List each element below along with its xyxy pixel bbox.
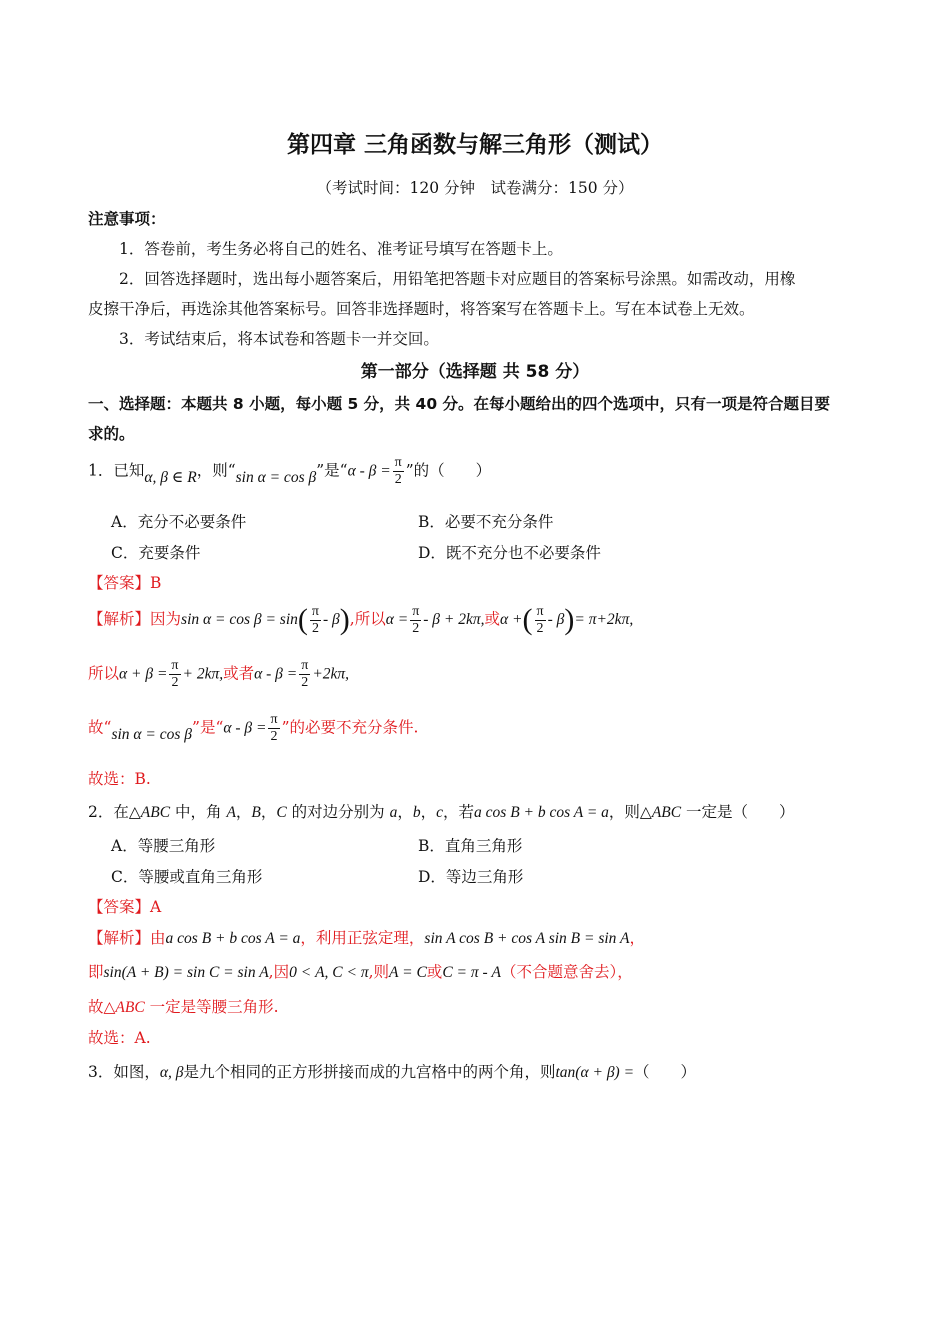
analysis-math: α + β = — [119, 665, 168, 683]
part-heading-cont: 求的。 — [88, 425, 135, 443]
notice-item-1: 1．答卷前，考生务必将自己的姓名、准考证号填写在答题卡上。 — [119, 240, 563, 258]
q2-option-d[interactable]: D．等边三角形 — [418, 868, 524, 886]
analysis-text: 即 — [88, 963, 104, 981]
analysis-math: β — [556, 611, 565, 628]
fraction-denominator: 2 — [270, 729, 278, 744]
q2-analysis-line-3 — [88, 995, 279, 1017]
fraction-numerator: π — [171, 658, 179, 673]
fraction-pi-over-2 — [310, 604, 321, 637]
fraction-pi-over-2 — [299, 658, 310, 691]
left-paren: ( — [522, 603, 533, 636]
analysis-text: ,则 — [368, 963, 390, 981]
fraction-numerator: π — [536, 603, 544, 619]
q2-tail: 一定是（ ） — [681, 803, 795, 821]
right-paren: ) — [564, 603, 575, 636]
q2-final: 故选：A. — [88, 1029, 151, 1047]
triangle-name: ABC — [140, 804, 171, 821]
analysis-math: C = π - A — [442, 964, 502, 981]
right-paren: ) — [339, 603, 350, 636]
analysis-text: ，利用正弦定理， — [300, 929, 425, 947]
fraction-denominator: 2 — [311, 620, 319, 636]
page-title: 第四章 三角函数与解三角形（测试） — [286, 132, 663, 158]
analysis-text: ,因 — [268, 963, 290, 981]
analysis-math: + 2kπ, — [182, 665, 224, 683]
fraction-numerator: π — [301, 658, 309, 673]
q2-analysis-line-2 — [88, 960, 633, 982]
analysis-text: 或者 — [223, 664, 255, 683]
analysis-text: 或 — [484, 610, 501, 628]
q3-tail: （ ） — [634, 1063, 697, 1081]
analysis-math: α - β = — [254, 665, 298, 683]
q1-tail: ”的（ ） — [405, 461, 492, 480]
notice-item-2-cont: 皮擦干净后，再选涂其他答案标号。回答非选择题时，将答案写在答题卡上。写在本试卷上无效。 — [88, 300, 755, 318]
analysis-text: 由 — [150, 929, 166, 947]
question-2-stem: 2．在△ABC 中，角 A，B，C 的对边分别为 a，b，c，若a cos B + b cos A = a，则△ABC 一定是（ ） — [88, 803, 795, 821]
analysis-math: α = — [385, 611, 409, 628]
analysis-math: β — [332, 611, 340, 628]
fraction-numerator: π — [311, 603, 319, 619]
q1-condition: α, β ∈ R — [144, 468, 197, 486]
analysis-math: a cos B + b cos A = a — [165, 930, 301, 947]
q3-label: 3．如图， — [88, 1063, 160, 1081]
q1-analysis-line-1: 【解析】因为sin α = cos β = sin( $\frac{\pi}{2}$ - β),所以α = $\frac{\pi}{2}$ - β + 2kπ,或α +( $\frac{\pi}{2}$ - β)= π+2kπ, — [88, 603, 634, 636]
analysis-text: 故“ — [88, 718, 112, 737]
q3-angles: α, β — [159, 1064, 184, 1081]
side-a: a — [389, 804, 398, 821]
q2-text: ，若 — [443, 803, 475, 821]
side-c: c — [436, 804, 444, 821]
analysis-math: +2kπ, — [312, 665, 350, 683]
q1-expr-1: sin α = cos β — [235, 468, 317, 486]
q1-answer: 【答案】B — [88, 574, 162, 592]
angle-c: C — [276, 804, 287, 821]
analysis-tag: 【解析】 — [88, 610, 151, 628]
analysis-text: ， — [629, 929, 646, 947]
analysis-math: sin A cos B + cos A sin B = sin A — [424, 930, 630, 947]
fraction-numerator: π — [412, 603, 420, 619]
q1-final: 故选：B. — [88, 770, 151, 788]
fraction-pi-over-2 — [393, 455, 404, 488]
analysis-text: 故△ — [88, 998, 116, 1016]
analysis-math: = π+2kπ, — [574, 611, 634, 628]
analysis-text: 或 — [426, 963, 443, 981]
q1-analysis-line-3 — [88, 712, 418, 745]
q2-text: 中，角 — [170, 803, 227, 821]
analysis-math: α - β = — [223, 719, 267, 737]
q2-option-b[interactable]: B．直角三角形 — [418, 837, 523, 855]
notice-heading: 注意事项： — [88, 210, 166, 228]
question-1-stem — [88, 455, 491, 488]
q2-answer: 【答案】A — [88, 898, 162, 916]
analysis-text: 因为 — [150, 610, 182, 628]
q1-label: 1．已知 — [88, 461, 145, 480]
fraction-pi-over-2 — [535, 604, 546, 637]
analysis-math: sin α = cos β — [111, 725, 193, 743]
analysis-text: 一定是等腰三角形. — [144, 998, 279, 1016]
analysis-math: sin(A + B) = sin C = sin A — [103, 964, 269, 981]
q2-option-a[interactable]: A．等腰三角形 — [111, 837, 216, 855]
fraction-pi-over-2 — [268, 712, 279, 745]
fraction-denominator: 2 — [394, 472, 402, 487]
triangle-name: ABC — [115, 999, 145, 1016]
q2-label: 2．在△ — [88, 803, 141, 821]
q2-analysis-line-1 — [88, 926, 645, 948]
analysis-math: 0 < A, C < π — [289, 964, 369, 981]
q3-expression: tan(α + β) = — [555, 1064, 635, 1081]
fraction-denominator: 2 — [412, 620, 420, 636]
q1-text-2: ”是“ — [316, 461, 348, 480]
q1-option-c[interactable]: C．充要条件 — [111, 544, 201, 562]
question-3-stem — [88, 1060, 696, 1082]
part-heading: 一、选择题：本题共 8 小题，每小题 5 分，共 40 分。在每小题给出的四个选项中，只有一项是符合题目要 — [88, 395, 831, 413]
section-title: 第一部分（选择题 共 58 分） — [360, 362, 590, 382]
analysis-math: sin α = cos β = sin — [181, 611, 298, 628]
analysis-text: ”是“ — [192, 718, 224, 737]
q2-text: 的对边分别为 — [286, 803, 390, 821]
exam-info: （考试时间：120 分钟 试卷满分：150 分） — [316, 179, 634, 197]
side-b: b — [412, 804, 421, 821]
angle-b: B — [251, 804, 261, 821]
fraction-pi-over-2 — [410, 604, 421, 637]
q1-option-a[interactable]: A．充分不必要条件 — [111, 513, 247, 531]
q3-text: 是九个相同的正方形拼接而成的九宫格中的两个角，则 — [183, 1063, 556, 1081]
fraction-numerator: π — [270, 712, 278, 727]
analysis-text: （不合题意舍去）， — [501, 963, 633, 981]
q1-option-d[interactable]: D．既不充分也不必要条件 — [418, 544, 601, 562]
analysis-text: ”的必要不充分条件. — [281, 718, 419, 737]
analysis-tag: 【解析】 — [88, 929, 151, 947]
triangle-name: ABC — [651, 804, 682, 821]
analysis-text: 所以 — [88, 664, 120, 683]
q1-option-b[interactable]: B．必要不充分条件 — [418, 513, 554, 531]
q1-analysis-line-2 — [88, 658, 349, 691]
fraction-numerator: π — [394, 455, 402, 470]
fraction-pi-over-2 — [169, 658, 180, 691]
analysis-text: ,所以 — [349, 610, 386, 628]
q1-expr-2: α - β = — [347, 462, 391, 480]
angle-a: A — [226, 804, 236, 821]
left-paren: ( — [297, 603, 308, 636]
analysis-math: α + — [500, 611, 523, 628]
analysis-math: - β + 2kπ, — [423, 611, 485, 628]
analysis-math: A = C — [389, 964, 427, 981]
fraction-denominator: 2 — [171, 675, 179, 690]
notice-item-3: 3．考试结束后，将本试卷和答题卡一并交回。 — [119, 330, 439, 348]
fraction-denominator: 2 — [301, 675, 309, 690]
q2-equation: a cos B + b cos A = a — [474, 804, 609, 821]
notice-item-2: 2．回答选择题时，选出每小题答案后，用铅笔把答题卡对应题目的答案标号涂黑。如需改动，用橡 — [119, 270, 796, 288]
fraction-denominator: 2 — [536, 620, 544, 636]
q2-text: ，则△ — [608, 803, 652, 821]
q2-option-c[interactable]: C．等腰或直角三角形 — [111, 868, 263, 886]
q1-text: ，则“ — [196, 461, 236, 480]
